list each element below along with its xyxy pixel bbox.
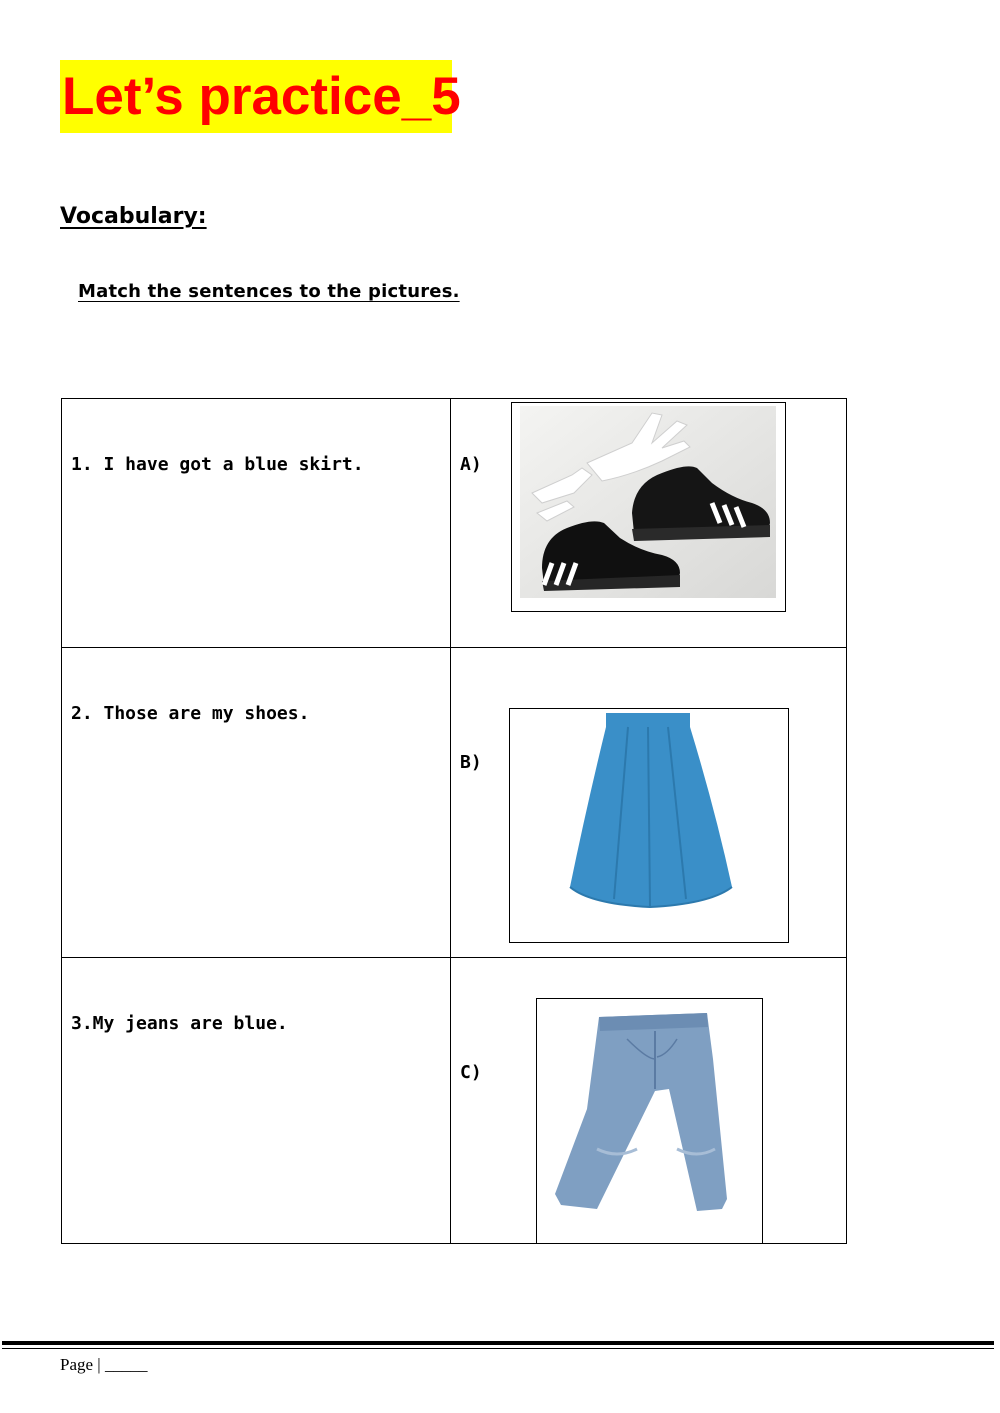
section-heading: Vocabulary: [60,204,207,229]
jeans-picture [536,998,763,1244]
sentence-cell [62,648,451,958]
table-row [62,648,847,958]
picture-cell [451,648,847,958]
sneakers-icon [512,403,785,611]
instruction: Match the sentences to the pictures. [78,281,460,302]
picture-cell [451,399,847,648]
option-label: C) [460,1062,482,1083]
picture-cell [451,958,847,1244]
sentence-cell [62,958,451,1244]
matching-table [61,398,847,1244]
table-row [62,958,847,1244]
sneakers-picture [511,402,786,612]
option-label: A) [460,454,482,475]
jeans-icon [537,999,762,1243]
sentence-text: 2. Those are my shoes. [71,703,310,724]
footer-divider [2,1341,994,1345]
page-number: Page | _____ [60,1355,148,1374]
sentence-text: 1. I have got a blue skirt. [71,454,364,475]
footer-divider-thin [2,1348,994,1349]
option-label: B) [460,752,482,773]
sentence-cell [62,399,451,648]
skirt-icon [510,709,788,942]
skirt-picture [509,708,789,943]
page-title: Let’s practice_5 [60,60,452,133]
table-row [62,399,847,648]
sentence-text: 3.My jeans are blue. [71,1013,288,1034]
